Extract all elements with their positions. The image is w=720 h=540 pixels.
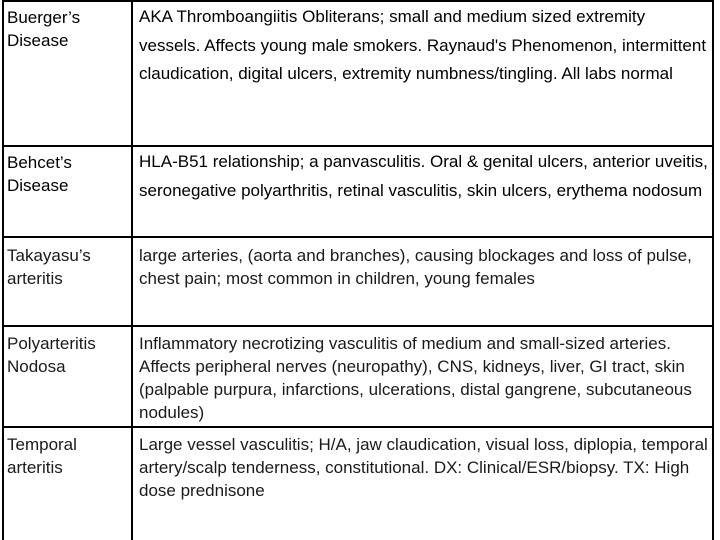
row-desc-buergers: AKA Thromboangiitis Obliterans; small and medium sized extremity vessels. Affects young male smokers. Raynaud's Phenomenon, intermittent claudication, digital ulcers, extremity numbness/tingling. All labs normal (139, 7, 707, 83)
column-divider (131, 0, 133, 540)
row-desc-polyarteritis: Inflammatory necrotizing vasculitis of medium and small-sized arteries. Affects peripheral nerves (neuropathy), CNS, kidneys, liver, GI tract, skin (palpable purpura, infarctions, ulcerations, distal gangrene, subcutaneous nodules) (139, 334, 692, 422)
row-name-takayasu: Takayasu’s arteritis (7, 246, 91, 288)
row-desc-temporal: Large vessel vasculitis; H/A, jaw claudication, visual loss, diplopia, temporal artery/scalp tenderness, constitutional. DX: Clinical/ESR/biopsy. TX: High dose prednisone (139, 435, 708, 500)
row-name-temporal: Temporal arteritis (7, 435, 77, 477)
row-divider (2, 426, 714, 428)
row-divider (2, 145, 714, 147)
row-name-behcets: Behcet’s Disease (7, 153, 72, 195)
row-name-polyarteritis: Polyarteritis Nodosa (7, 334, 96, 376)
row-desc-takayasu: large arteries, (aorta and branches), causing blockages and loss of pulse, chest pain; most common in children, young females (139, 246, 692, 288)
row-divider (2, 325, 714, 327)
row-desc-behcets: HLA-B51 relationship; a panvasculitis. Oral & genital ulcers, anterior uveitis, seronegative polyarthritis, retinal vasculitis, skin ulcers, erythema nodosum (139, 152, 708, 200)
row-name-buergers: Buerger’s Disease (7, 8, 81, 50)
row-divider (2, 236, 714, 238)
